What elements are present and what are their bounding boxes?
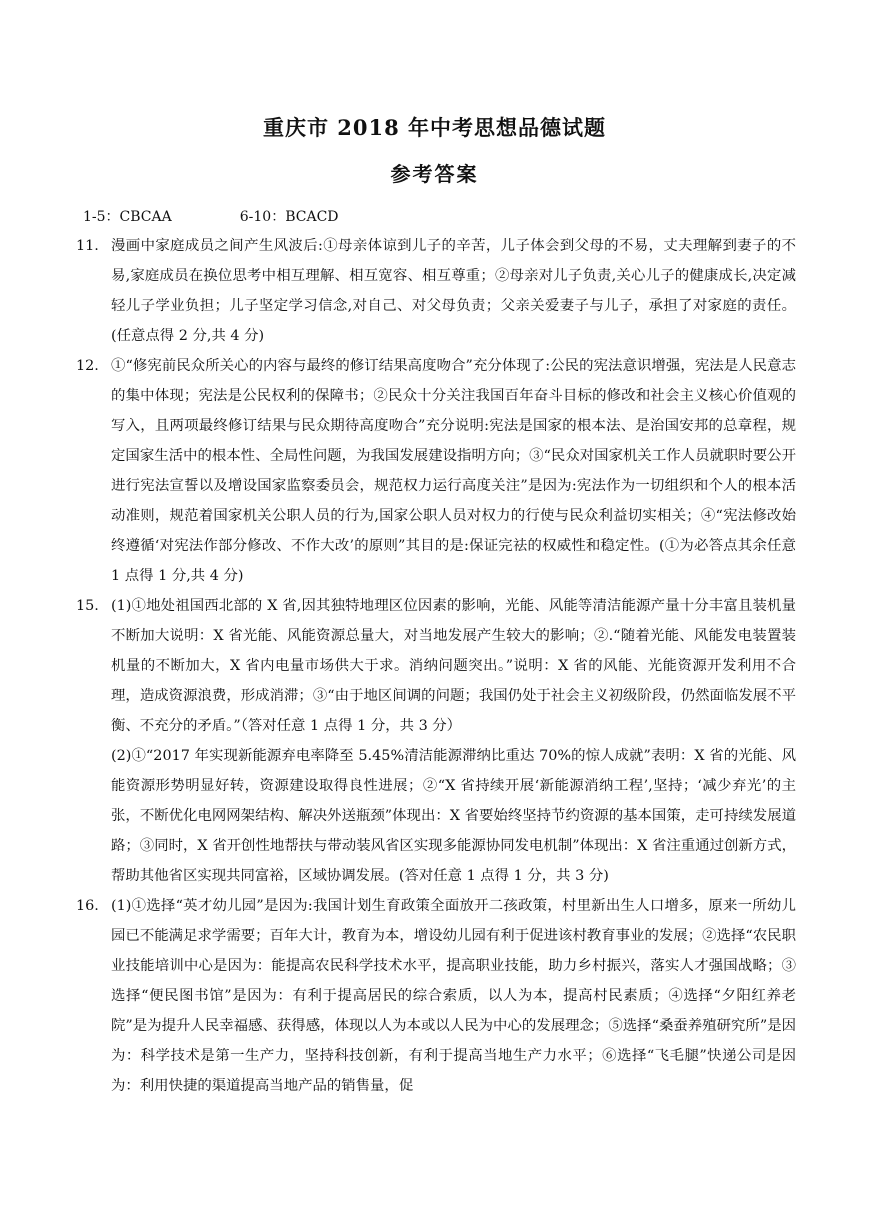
answer-item-15 <box>76 591 796 891</box>
answer-text: (1)①选择“英才幼儿园”是因为:我国计划生育政策全面放开二孩政策，村里新出生人口增多，原来一所幼儿园已不能满足求学需要；百年大计，教育为本，增设幼儿园有利于促进该村教育事业的发展；②选择“农民职业技能培训中心是因为：能提高农民科学技术水平，提高职业技能，助力乡村振兴，落实人才强国战略；③选择“便民图书馆”是因为：有利于提高居民的综合索质，以人为本，提高村民素质；④选择“夕阳红养老院”是为提升人民幸福感、获得感，体现以人为本或以人民为中心的发展理念；⑤选择“桑蚕养殖研究所”是因为：科学技术是第一生产力，坚持科技创新，有利于提高当地生产力水平；⑥选择“飞毛腿”快递公司是因为：利用快捷的渠道提高当地产品的销售量，促 <box>111 898 796 1094</box>
answer-text-part-1: (1)①地处祖国西北部的 X 省,因其独特地理区位因素的影响，光能、风能等清洁能源产量十分丰富且装机量不断加大说明：X 省光能、风能资源总量大，对当地发展产生较大的影响；②.“随着光能、风能发电装置装机量的不断加大，X 省内电量市场供大于求。消纳问题突出。”说明：X 省的风能、光能资源开发利用不合理，造成资源浪费，形成消滞；③“由于地区间调的问题；我国仍处于社会主义初级阶段，仍然面临发展不平衡、不充分的矛盾。”（答对任意 1 点得 1 分，共 3 分） <box>111 598 796 734</box>
answer-text: 漫画中家庭成员之间产生风波后:①母亲体谅到儿子的辛苦，儿子体会到父母的不易，丈夫理解到妻子的不易,家庭成员在换位思考中相互理解、相互宽容、相互尊重；②母亲对儿子负责,关心儿子的健康成长,决定减轻儿子学业负担；儿子坚定学习信念,对自己、对父母负责；父亲关爱妻子与儿子，承担了对家庭的责任。(任意点得 2 分,共 4 分) <box>111 238 796 344</box>
page-title: 重庆市 2018 年中考思想品德试题 <box>262 115 607 140</box>
question-number: 15. <box>76 598 99 614</box>
multiple-choice-answers <box>83 206 339 226</box>
answer-text: ①“修宪前民众所关心的内容与最终的修订结果高度吻合”充分体现了:公民的宪法意识增强，宪法是人民意志的集中体现；宪法是公民权利的保障书；②民众十分关注我国百年奋斗目标的修改和社会主义核心价值观的写入，且两项最终修订结果与民众期待高度吻合”充分说明:宪法是国家的根本法、是治国安邦的总章程，规定国家生活中的根本性、全局性问题，为我国发展建设指明方向；③“民众对国家机关工作人员就职时要公开进行宪法宣誓以及增设国家监察委员会，规范权力运行高度关注”是因为:宪法作为一切组织和个人的根本活动准则，规范着国家机关公职人员的行为,国家公职人员对权力的行使与民众利益切实相关；④“宪法修改始终遵循‘对宪法作部分修改、不作大改’的原则”其目的是:保证完祛的权威性和稳定性。(①为必答点其余任意 1 点得 1 分,共 4 分) <box>111 358 796 584</box>
page-subtitle: 参考答案 <box>390 162 479 186</box>
answer-item-11 <box>76 231 796 351</box>
answer-item-16 <box>76 891 796 1101</box>
answer-item-12 <box>76 351 796 591</box>
mc-answers-1-5: 1-5：CBCAA <box>83 209 172 225</box>
mc-answers-6-10: 6-10：BCACD <box>239 209 339 225</box>
answer-list <box>76 231 796 1101</box>
answer-text-part-2: (2)①“2017 年实现新能源弃电率降至 5.45%清洁能源滞纳比重达 70%的惊人成就”表明：X 省的光能、风能资源形势明显好转，资源建设取得良性进展；②“X 省持续开展‘新能源消纳工程’,坚持；‘减少弃光’的主张，不断优化电网网架结构、解决外送瓶颈”体现出：X 省要始终坚持节约资源的基本国策，走可持续发展道路；③同时，X 省开创性地帮扶与带动装风省区实现多能源协同发电机制”体现出：X 省注重通过创新方式，帮助其他省区实现共同富裕，区域协调发展。(答对任意 1 点得 1 分，共 3 分) <box>111 748 796 884</box>
question-number: 12. <box>76 358 99 374</box>
question-number: 16. <box>76 898 99 914</box>
question-number: 11. <box>76 238 99 254</box>
